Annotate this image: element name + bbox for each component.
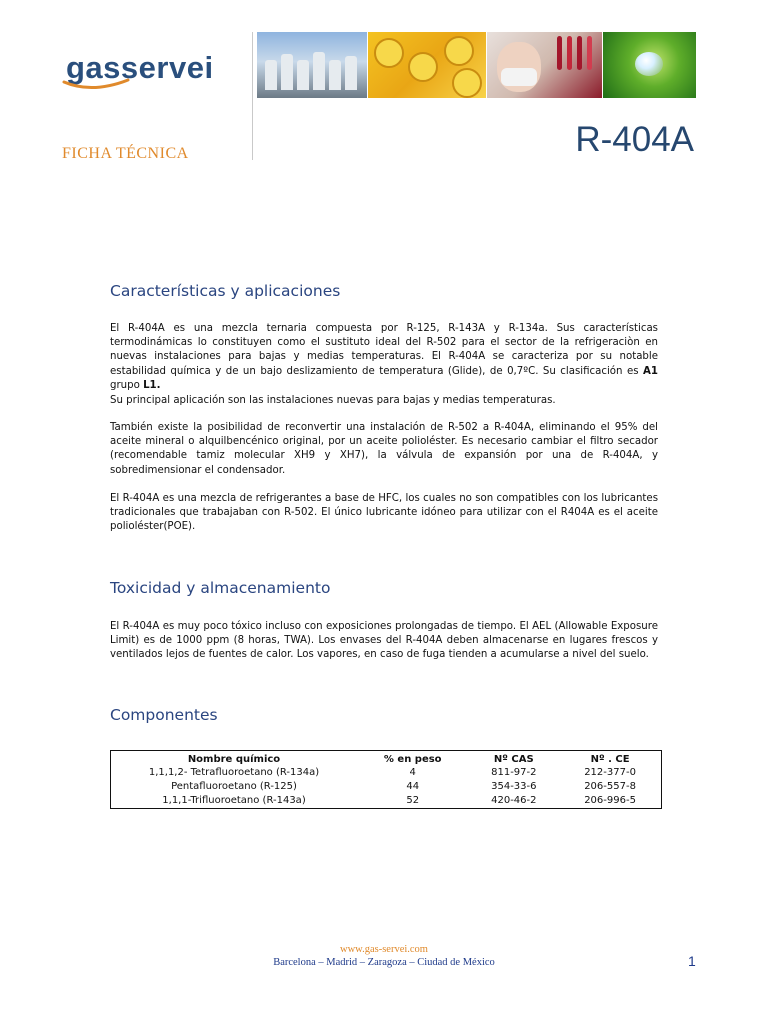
laboratory-image xyxy=(487,32,602,98)
table-cell: 44 xyxy=(406,781,420,792)
table-cell: 1,1,1,2- Tetrafluoroetano (R-134a) xyxy=(148,767,320,778)
table-cell: 1,1,1-Trifluoroetano (R-143a) xyxy=(162,795,306,806)
paragraph-caracteristicas-1 xyxy=(110,322,658,393)
paragraph-text: El R-404A es una mezcla ternaria compuesta por R-125, R-143A y R-134a. Sus características termodinámicas lo constituyen como el sustituto ideal del R-502 para el sector de la refrigeraciòn en nuevas instalaciones para bajas y medias temperaturas. El R-404A se caracteriza por su notable estabilidad química y de un bajo deslizamiento de temperatura (Glide), de 0,7ºC. Su clasificación es xyxy=(110,323,658,377)
green-leaf-drop-image xyxy=(603,32,696,98)
product-title: R-404A xyxy=(575,120,694,159)
column-header: Nº CAS xyxy=(493,754,534,765)
table-cell: 811-97-2 xyxy=(491,767,537,778)
paragraph-caracteristicas-4: El R-404A es una mezcla de refrigerantes a base de HFC, los cuales no son compatibles con los lubricantes tradicionales que trabajaban con R-502. El único lubricante idóneo para utilizar con el R404A es el aceite polioléster(POE). xyxy=(110,493,658,533)
column-header: Nº . CE xyxy=(590,754,630,765)
table-cell: 206-996-5 xyxy=(584,795,636,806)
section-title-caracteristicas: Características y aplicaciones xyxy=(110,282,341,300)
group-value: L1. xyxy=(143,379,161,391)
section-title-toxicidad: Toxicidad y almacenamiento xyxy=(110,579,331,597)
table-cell: 206-557-8 xyxy=(584,781,636,792)
safety-class: A1 xyxy=(643,365,658,377)
column-header: % en peso xyxy=(383,754,442,765)
page-number: 1 xyxy=(688,953,696,969)
table-row xyxy=(111,766,662,780)
document-type: FICHA TÉCNICA xyxy=(62,145,189,162)
table-cell: 4 xyxy=(409,767,416,778)
group-label: grupo xyxy=(110,379,140,391)
components-table xyxy=(110,750,662,809)
column-header: Nombre químico xyxy=(187,754,281,765)
header-banner-image xyxy=(257,32,696,98)
paragraph-caracteristicas-3: También existe la posibilidad de reconvertir una instalación de R-502 a R-404A, eliminando el 95% del aceite mineral o alquilbencénico original, por un aceite polioléster. Es necesario cambiar el filtro secador (recomendable tamiz molecular XH9 y XH7), la válvula de expansión por una de R-404A, y sobredimensionar el condensador. xyxy=(110,422,658,476)
footer-website-link[interactable]: www.gas-servei.com xyxy=(340,944,428,955)
table-cell: 212-377-0 xyxy=(584,767,636,778)
logo-swoosh-icon xyxy=(62,76,132,92)
table-row xyxy=(111,780,662,794)
header-divider xyxy=(252,32,253,160)
section-title-componentes: Componentes xyxy=(110,706,218,724)
table-cell: 52 xyxy=(406,795,420,806)
gas-bottles-image xyxy=(368,32,486,98)
logo-text: gasservei xyxy=(66,50,214,85)
industrial-tanks-image xyxy=(257,32,367,98)
paragraph-caracteristicas-2: Su principal aplicación son las instalaciones nuevas para bajas y medias temperaturas. xyxy=(110,395,556,406)
table-cell: 354-33-6 xyxy=(491,781,537,792)
footer-locations: Barcelona – Madrid – Zaragoza – Ciudad de México xyxy=(273,957,495,968)
paragraph-toxicidad: El R-404A es muy poco tóxico incluso con exposiciones prolongadas de tiempo. El AEL (Allowable Exposure Limit) es de 1000 ppm (8 horas, TWA). Los envases del R-404A deben almacenarse en lugares frescos y ventilados lejos de fuentes de calor. Los vapores, en caso de fuga tienden a acumularse a nivel del suelo. xyxy=(110,621,658,661)
company-logo xyxy=(62,50,227,95)
table-cell: Pentafluoroetano (R-125) xyxy=(171,781,297,792)
table-cell: 420-46-2 xyxy=(491,795,537,806)
table-row xyxy=(111,794,662,809)
table-header-row xyxy=(111,751,662,767)
